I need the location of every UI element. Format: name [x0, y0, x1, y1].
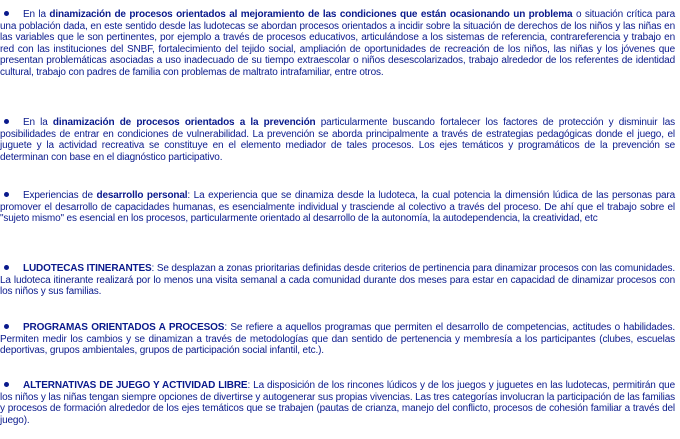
list-item [0, 117, 680, 163]
paragraph: En la dinamización de procesos orientados a la prevención particularmente buscando fortalecer los factores de protección y disminuir las posibilidades de entrar en condiciones de vulnerabilidad. La prevención se aborda principalmente a través de estrategias pedagógicas donde el juego, el juguete y la actividad recreativa se constituye en el elemento mediador de tales procesos. Los ejes temáticos y programáticos de la prevención se determinan con base en el diagnóstico participativo. [0, 117, 675, 163]
bold-term: desarrollo personal [96, 190, 188, 201]
list-item [0, 9, 680, 79]
bold-term: LUDOTECAS ITINERANTES [23, 263, 152, 274]
paragraph: LUDOTECAS ITINERANTES: Se desplazan a zonas prioritarias definidas desde criterios de pertinencia para dinamizar procesos con las comunidades. La ludoteca itinerante realizará por lo menos una visita semanal a cada comunidad durante dos meses para estar en capacidad de dinamizar procesos con los niños y sus familias. [0, 263, 675, 298]
list-item [0, 380, 680, 426]
bold-term: dinamización de procesos orientados a la prevención [52, 117, 316, 128]
bold-term: dinamización de procesos orientados al mejoramiento de las condiciones que están ocasionando un problema [49, 9, 573, 20]
bold-term: PROGRAMAS ORIENTADOS A PROCESOS [23, 322, 225, 333]
paragraph: PROGRAMAS ORIENTADOS A PROCESOS: Se refiere a aquellos programas que permiten el desarrollo de competencias, actitudes o habilidades. Permiten medir los cambios y se dinamizan a través de metodologías que dan sentido de pertenencia y membresía a los participantes (clubes, escuelas deportivas, grupos ambientales, grupos de participación social infantil, etc.). [0, 322, 675, 357]
paragraph: Experiencias de desarrollo personal: La experiencia que se dinamiza desde la ludoteca, la cual potencia la dimensión lúdica de las personas para promover el desarrollo de capacidades humanas, es esencialmente individual y trasciende al colectivo a través del proceso. De ahí que el trabajo sobre el "sujeto mismo" es esencial en los procesos, particularmente orientado al desarrollo de la autonomía, la autodependencia, la creatividad, etc [0, 190, 675, 225]
bold-term: ALTERNATIVAS DE JUEGO Y ACTIVIDAD LIBRE [23, 380, 248, 391]
list-item [0, 190, 680, 225]
list-item [0, 263, 680, 298]
paragraph: ALTERNATIVAS DE JUEGO Y ACTIVIDAD LIBRE: La disposición de los rincones lúdicos y de los juegos y juguetes en las ludotecas, permitirán que los niños y las niñas tengan siempre opciones de divertirse y autogenerar sus propias vivencias. Las tres categorías involucran la participación de las familias y procesos de formación alrededor de los ejes temáticos que se trabajen (pautas de crianza, manejo del conflicto, procesos de cohesión familiar a través del juego). [0, 380, 675, 426]
paragraph: En la dinamización de procesos orientados al mejoramiento de las condiciones que están ocasionando un problema o situación crítica para una población dada, en este sentido desde las ludotecas se abordan procesos orientados a incidir sobre la situación de derechos de los niños y las niñas en las variables que le son pertinentes, por ejemplo a través de procesos educativos, articulándose a los sistemas de referencia, contrareferencia y trabajo en red con las instituciones del SNBF, fortalecimiento del tejido social, ampliación de oportunidades de recreación de los niños, las niñas y los jóvenes que presentan problemáticas asociadas a uso inadecuado de su tiempo extraescolar o niños desescolarizados, trabajo alrededor de los referentes de identidad cultural, trabajo con padres de familia con problemas de maltrato intrafamiliar, entre otros. [0, 9, 676, 78]
list-item [0, 322, 680, 357]
